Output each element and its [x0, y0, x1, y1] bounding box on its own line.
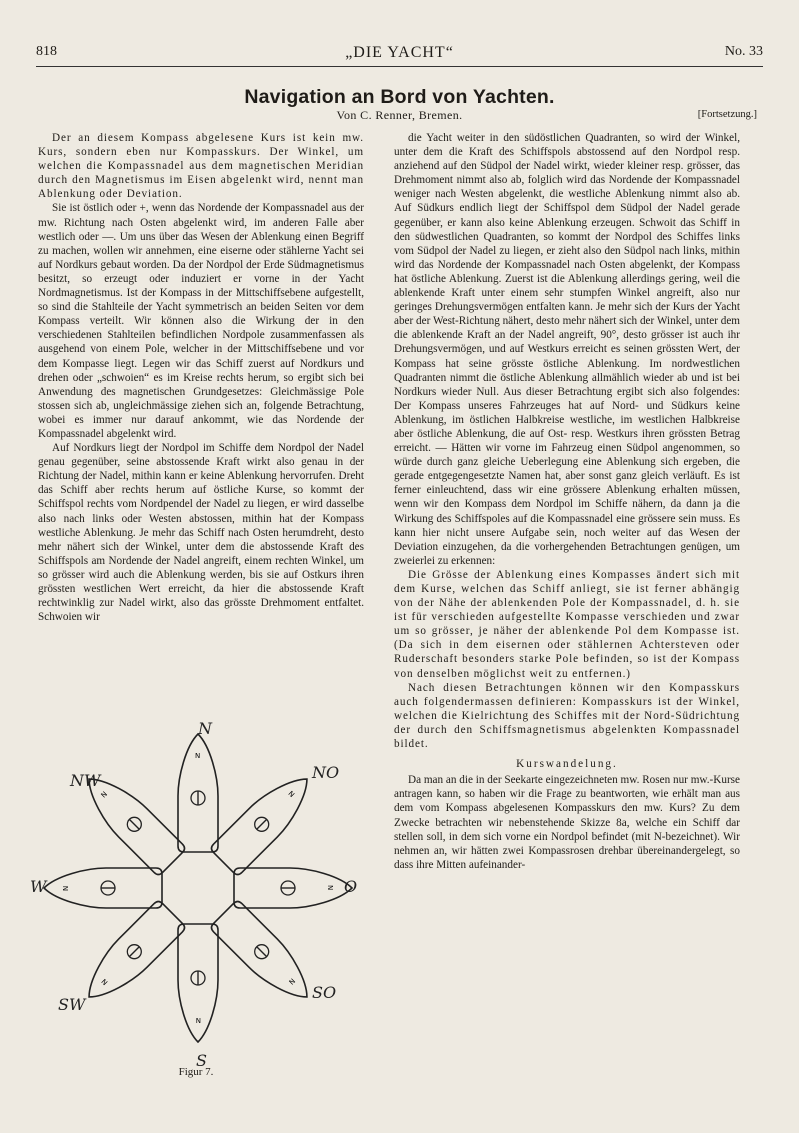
ship-hull-n [178, 734, 218, 852]
issue-number: No. 33 [724, 44, 763, 59]
ship-hull-o [234, 868, 352, 908]
header-rule [36, 66, 763, 67]
figure-caption: Figur 7. [178, 1066, 214, 1078]
dir-label-n: N [198, 719, 212, 738]
hull-pole-mark: N [62, 885, 70, 891]
paragraph: Auf Nordkurs liegt der Nordpol im Schiffe dem Nordpol der Nadel genau gegenüber, seine abstossende Kraft wirkt also genau in der Richtung der Nadel, mithin kann er keine Ablenkung hervorrufen. Dreht das Schiff aber rechts herum auf östliche Kurse, so kommt der Schiffspol rechts vom Nordpendel der Nadel zu liegen, er wird dasselbe also nach links oder Westen abstossen, mithin hat der Kompass westliche Ablenkung. Je mehr das Schiff nach Osten herumdreht, desto mehr nähert sich der Winkel, unter dem die abstossende Kraft des Schiffspols am Nordende der Nadel angreift, einem rechten Winkel, um so grösser wird auch die Ablenkung werden, bis sie auf Ostkurs ihren grössten westlichen Wert erreicht, da hier die abstossende Kraft rechtwinklig zur Nadel wirkt, also das grösste Drehmoment entfaltet. Schwoien wir [38, 442, 364, 624]
dir-label-s: S [196, 1051, 207, 1070]
dir-label-no: NO [312, 763, 340, 782]
hull-pole-mark: N [286, 976, 297, 986]
page-number: 818 [36, 44, 57, 59]
dir-label-so: SO [312, 983, 337, 1002]
paragraph: Der an diesem Kompass abgelesene Kurs ist kein mw. Kurs, sondern eben nur Kompasskurs. Der Winkel, um welchen die Kompassnadel aus dem magnetischen Meridian durch den Magnetismus im Eisen abgelenkt wird, nennt man Ablenkung oder Deviation. [38, 132, 364, 201]
ship-hull-s [178, 924, 218, 1042]
paragraph: die Yacht weiter in den südöstlichen Quadranten, so wird der Winkel, unter dem die Kraft des Schiffspols abstossend auf den Nordpol resp. anziehend auf den Südpol der Nadel wirkt, wieder kleiner resp. grösser, das Drehmoment nimmt also ab, folglich wird das Nordende der Kompassnadel weniger nach Westen abgelenkt, die westliche Ablenkung nimmt also ab. Auf Südkurs endlich liegt der Schiffspol dem Südpol der Nadel gerade gegenüber, er kann also keine Ablenkung erzeugen. Schwoit das Schiff in den südwestlichen Quadranten, so kommt der Nordpol des Schiffes links vom Südpol der Nadel zu liegen, er zieht also den Südpol nach links, mithin wird das Nordende der Kompassnadel nach Osten abgelenkt, der Kompass hat östliche Ablenkung. Zuerst ist die Ablenkung allerdings gering, weil die ablenkende Kraft unter einem sehr stumpfen Winkel angreift, also nur geringes Drehungsvermögen entfalten kann. Je mehr sich der Kurs der Yacht aber der West-Richtung nähert, desto mehr nähert sich der Winkel, unter dem die ablenkende Kraft an der Nadel angreift, 90°, desto grösser ist auch ihr Drehungsvermögen, und auf Westkurs erreicht es seinen grössten Wert, der Kompass hat seine grösste östliche Ablenkung. Im nordwestlichen Quadranten nimmt die östliche Ablenkung allmählich wieder ab und ist bei Nordkurs wieder Null. Aus dieser Betrachtung ergibt sich also folgendes: Der Kompass unseres Fahrzeuges hat auf Nord- und Südkurs keine Ablenkung, im östlichen Halbkreise westliche, im westlichen Halbkreise aber östliche Ablenkung, die auf Ost- resp. Westkurs ihren grössten Betrag erreicht. — Hätten wir vorne im Fahrzeug einen Südpol angenommen, so würde durch ganz gleiche Ueberlegung eine Ablenkung sich ergeben, die gerade entgegengesetzte Namen hat, aber sonst ganz gleich verläuft. Es ist ferner einleuchtend, dass wir eine grössere Ablenkung erhalten müssen, wenn wir den Kompass dem Nordpol im Schiffe nähern, da dann ja die Wirkung des Schiffspoles auf die Kompassnadel eine grössere sein muss. Es kann hier nicht unsere Aufgabe sein, noch weiter auf das Wesen der Deviation einzugehen, da die vorhergehenden Betrachtungen genügen, um zweierlei zu erkennen: [394, 132, 740, 567]
continuation-note: [Fortsetzung.] [697, 109, 757, 120]
article-byline: Von C. Renner, Bremen. [336, 108, 463, 122]
hull-pole-mark: N [195, 752, 201, 760]
dir-label-w: W [30, 877, 47, 896]
page-header [36, 44, 763, 64]
text-column-right [394, 131, 740, 872]
hull-pole-mark: N [100, 976, 110, 987]
ship-hull-sw [75, 899, 187, 1011]
hull-pole-mark: N [286, 789, 296, 800]
ship-hull-so [209, 899, 321, 1011]
ship-hull-w [44, 868, 162, 908]
hull-pole-mark: N [326, 885, 334, 891]
figure-7-ship-diagram [26, 712, 366, 1102]
dir-label-nw: NW [70, 771, 101, 790]
paragraph: Die Grösse der Ablenkung eines Kompasses ändert sich mit dem Kurse, welchen das Schiff anliegt, sie ist ferner abhängig von der Nähe der ablenkenden Pole der Kompassnadel, d. h. sie ist für verschieden aufgestellte Kompasse verschieden und zwar um so grösser, je näher der ablenkende Pol dem Kompasse ist. (Da sich in dem eisernen oder stählernen Achtersteven oder Ruderschaft besonders starke Pole befinden, so ist der Kompass von denselben möglichst weit zu entfernen.) [394, 568, 740, 680]
journal-title: „DIE YACHT“ [345, 44, 454, 61]
paragraph: Da man an die in der Seekarte eingezeichneten mw. Rosen nur mw.-Kurse antragen kann, so haben wir die Frage zu beantworten, wie erhält man aus dem vom Kompass abgelesenen Kompasskurs den mw. Kurs? Zu dem Zwecke betrachten wir nebenstehende Skizze 8a, welche ein Schiff dar stellen soll, in dem sich vorne ein Nordpol befindet (mit N-bezeichnet). Wir nehmen an, wir hätten zwei Kompassrosen drehbar übereinandergelegt, so dass ihre Mitten aufeinander- [394, 774, 740, 871]
paragraph: Nach diesen Betrachtungen können wir den Kompasskurs auch folgendermassen definieren: Kompasskurs ist der Winkel, welchen die Kielrichtung des Schiffes mit der Nord-Südrichtung der durch den Schiffsmagnetismus abgelenkten Kompassnadel bildet. [394, 681, 740, 751]
dir-label-o: O [344, 877, 358, 896]
section-heading: Kurswandelung. [516, 758, 618, 771]
hull-pole-mark: N [195, 1016, 201, 1024]
text-column-left [38, 131, 364, 624]
hull-pole-mark: N [99, 790, 110, 800]
paragraph: Sie ist östlich oder +, wenn das Nordende der Kompassnadel aus der mw. Richtung nach Osten abgelenkt wird, im anderen Falle aber westlich oder —. Um uns über das Wesen der Ablenkung einen Begriff zu machen, wollen wir annehmen, eine eiserne oder stählerne Yacht sei auf Nordkurs gebaut worden. Da der Nordpol der Erde Südmagnetismus besitzt, so erzeugt oder induziert er vorne in der Yacht Nordmagnetismus. Ist der Kompass in der Mittschiffsebene aufgestellt, so sind die Stahlteile der Yacht symmetrisch an beiden Seiten vor dem Kompass verteilt. Wir können also die Wirkung der in den verschiedenen Stahlteilen befindlichen Nordpole zusammenfassen als ausgehend von einem Pole, welcher in der Mittschiffsebene und vor dem Kompasse liegt. Legen wir das Schiff zuerst auf Nordkurs und drehen oder „schwoien“ es im Kreise rechts herum, so ergibt sich bei Anwendung des magnetischen Grundgesetzes: Gleichmässige Pole stossen sich ab, ungleichmässige ziehen sich an, folgende Betrachtung, wobei es immer nur darauf ankommt, wie das Nordende der Kompassnadel abgelenkt wird. [38, 202, 364, 440]
dir-label-sw: SW [58, 995, 86, 1014]
ship-hull-no [209, 765, 321, 877]
article-title: Navigation an Bord von Yachten. [244, 86, 555, 108]
